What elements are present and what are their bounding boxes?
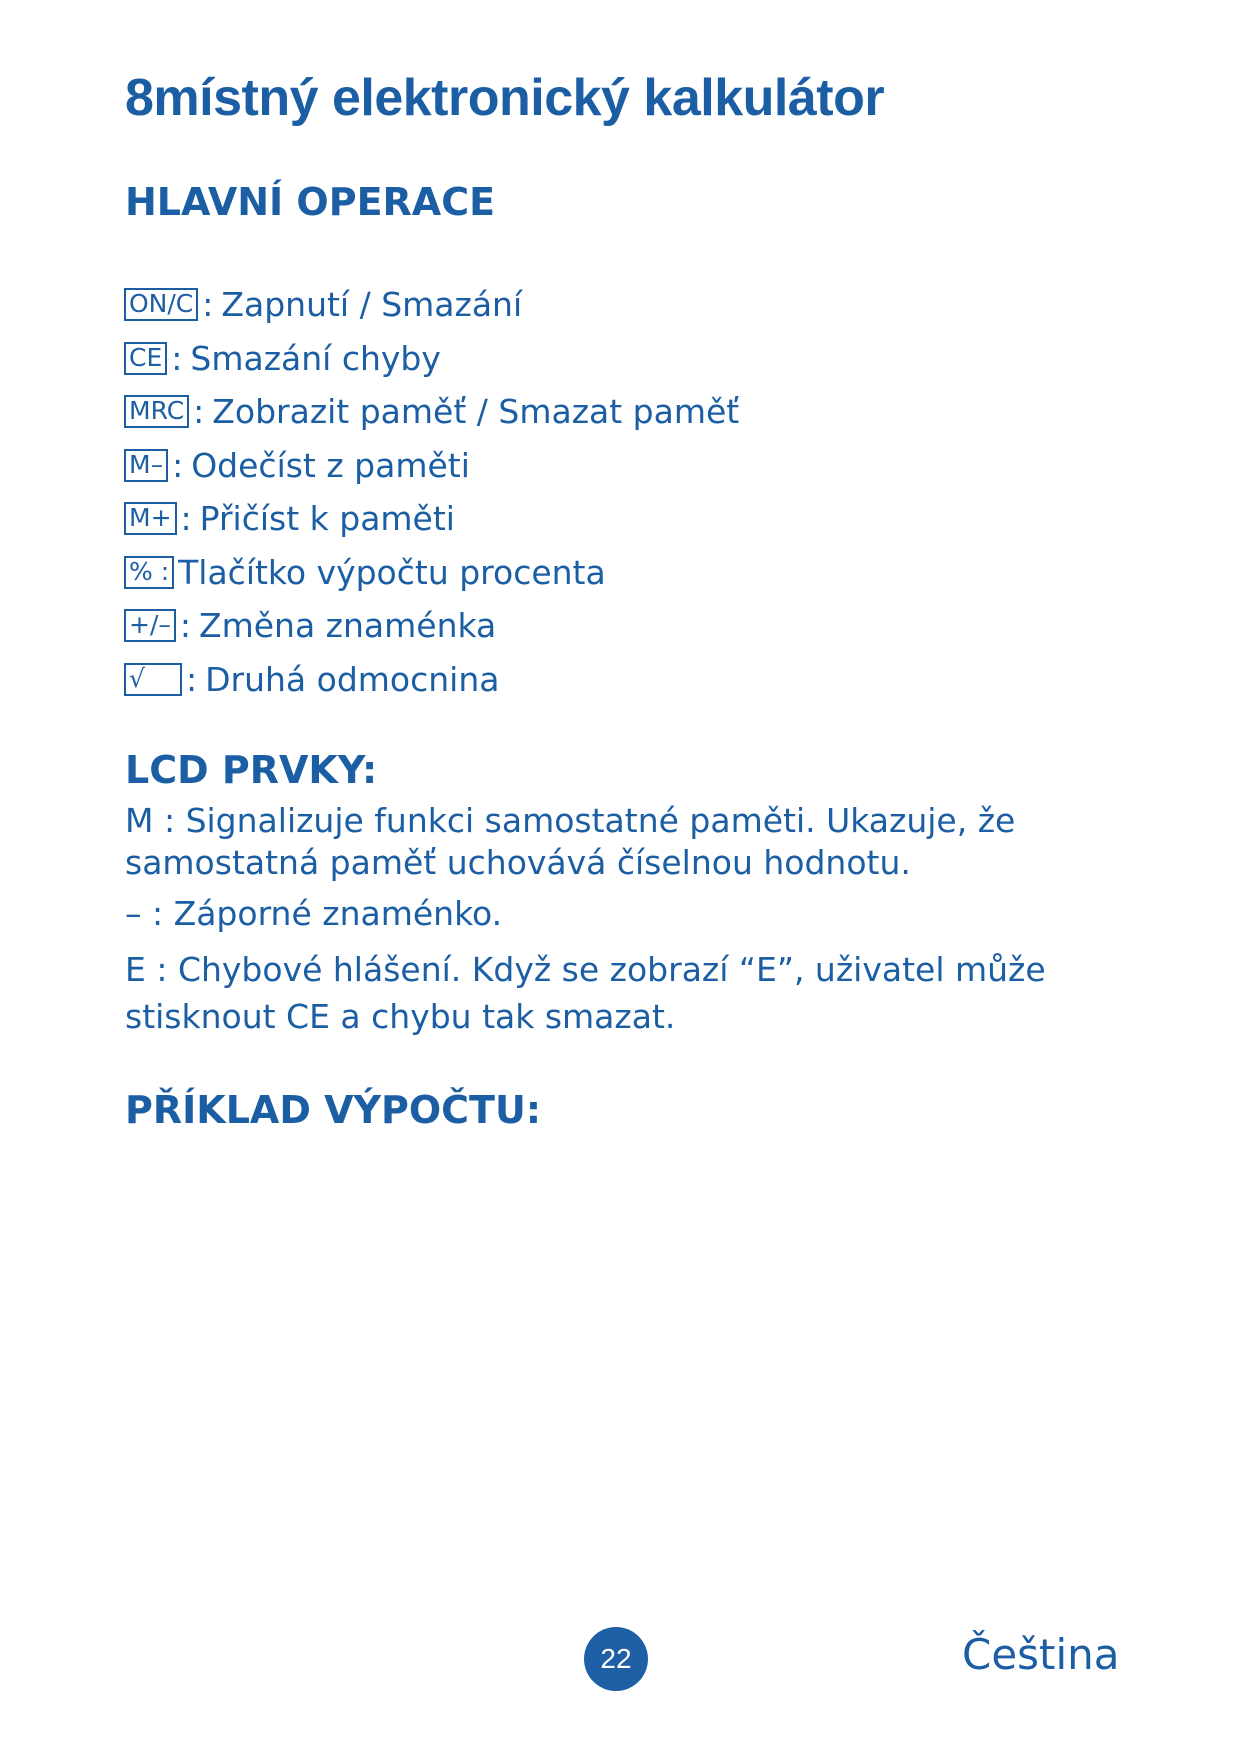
key-description: Změna znaménka — [199, 606, 497, 646]
separator: : — [171, 338, 183, 378]
memory-recall-key-icon: MRC — [124, 395, 189, 428]
list-item — [124, 492, 739, 546]
calculation-example-heading: PŘÍKLAD VÝPOČTU: — [125, 1088, 542, 1132]
separator: : — [202, 285, 214, 325]
memory-minus-key-icon: M– — [124, 449, 168, 482]
square-root-key-icon: √ — [124, 663, 182, 696]
key-description: Zapnutí / Smazání — [221, 285, 523, 325]
list-item — [124, 599, 739, 653]
language-label: Čeština — [962, 1630, 1120, 1679]
sign-change-key-icon: +/– — [124, 609, 176, 642]
page-title: 8místný elektronický kalkulátor — [125, 69, 885, 127]
key-description: Tlačítko výpočtu procenta — [178, 552, 606, 592]
on-clear-key-icon: ON/C — [124, 288, 198, 321]
memory-plus-key-icon: M+ — [124, 502, 177, 535]
separator: : — [180, 499, 192, 539]
separator: : — [172, 445, 184, 485]
lcd-elements-heading: LCD PRVKY: — [125, 748, 378, 792]
lcd-error-text: E : Chybové hlášení. Když se zobrazí “E”, uživatel může stisknout CE a chybu tak smazat. — [125, 950, 1046, 1036]
percent-key-icon: % : — [124, 556, 174, 589]
list-item — [124, 439, 739, 493]
key-description: Přičíst k paměti — [199, 499, 455, 539]
lcd-memory-indicator-text: M : Signalizuje funkci samostatné paměti. Ukazuje, že samostatná paměť uchovává číselnou hodnotu. — [125, 801, 1016, 882]
key-description: Odečíst z paměti — [191, 445, 470, 485]
key-description: Druhá odmocnina — [205, 659, 500, 699]
list-item — [124, 278, 739, 332]
list-item — [124, 653, 739, 707]
separator: : — [179, 606, 191, 646]
separator: : — [193, 392, 205, 432]
main-operations-heading: HLAVNÍ OPERACE — [125, 180, 496, 224]
key-description: Zobrazit paměť / Smazat paměť — [212, 392, 740, 432]
lcd-negative-sign-text: – : Záporné znaménko. — [125, 894, 503, 933]
separator: : — [186, 659, 198, 699]
page-number-badge: 22 — [584, 1627, 648, 1691]
key-function-list — [124, 278, 739, 706]
clear-entry-key-icon: CE — [124, 342, 167, 375]
key-description: Smazání chyby — [190, 338, 441, 378]
list-item — [124, 332, 739, 386]
list-item — [124, 385, 739, 439]
list-item — [124, 546, 739, 600]
